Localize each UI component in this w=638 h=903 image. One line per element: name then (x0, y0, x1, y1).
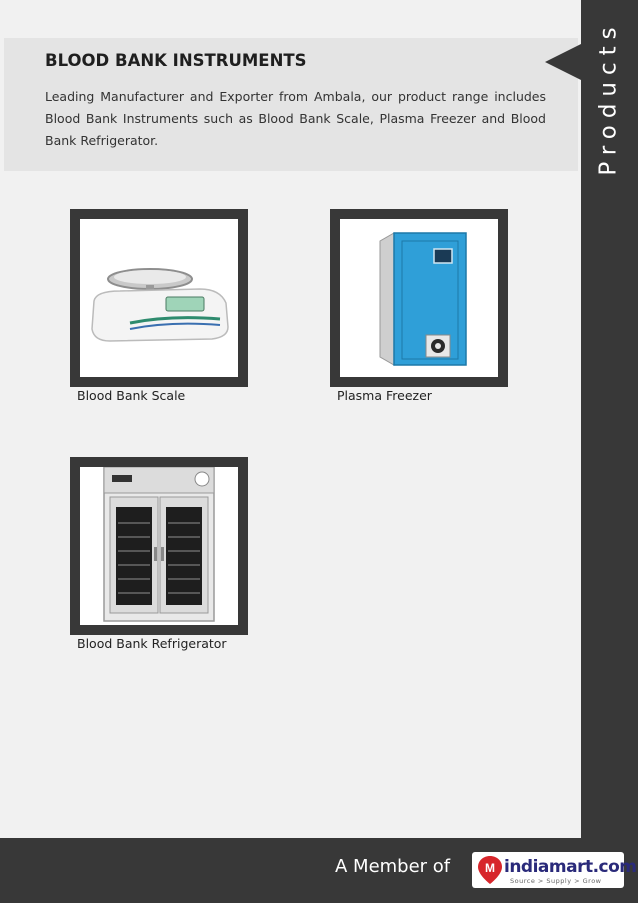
product-card-plasma-freezer[interactable] (330, 209, 508, 405)
product-caption[interactable]: Blood Bank Refrigerator (77, 636, 227, 651)
scale-image[interactable] (80, 219, 238, 377)
indiamart-logo-icon (477, 855, 503, 885)
product-card-blood-bank-refrigerator[interactable] (70, 457, 248, 653)
indiamart-tagline: Source > Supply > Grow (510, 877, 602, 885)
page-description: Leading Manufacturer and Exporter from Ambala, our product range includes Blood Bank Instruments such as Blood Bank Scale, Plasma Freezer and Blood Bank Refrigerator. (45, 89, 546, 148)
product-card-blood-bank-scale[interactable] (70, 209, 248, 405)
product-image-frame (330, 209, 508, 387)
products-label: Products (596, 19, 622, 176)
sidebar-label (590, 10, 628, 185)
member-text: A Member of (335, 856, 451, 877)
product-image-frame (70, 209, 248, 387)
svg-text:M: M (485, 861, 495, 875)
page-title: BLOOD BANK INSTRUMENTS (45, 51, 307, 70)
freezer-image[interactable] (340, 219, 498, 377)
header-pointer (545, 44, 581, 80)
product-caption[interactable]: Plasma Freezer (337, 388, 432, 403)
indiamart-logo-text: indiamart.com (504, 857, 637, 877)
refrigerator-image[interactable] (80, 467, 238, 625)
product-image-frame (70, 457, 248, 635)
product-caption[interactable]: Blood Bank Scale (77, 388, 186, 403)
